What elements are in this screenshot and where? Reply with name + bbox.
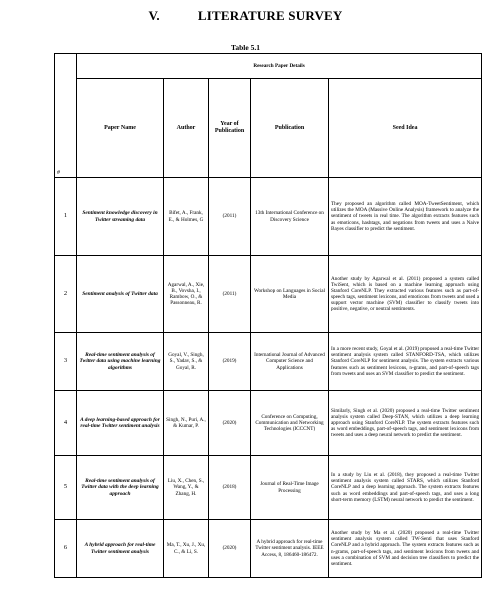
table-row <box>55 520 482 578</box>
table-title: Research Paper Details <box>77 54 482 79</box>
paper-author: Goyal, V., Singh, S., Yadav, S., & Goyal, R. <box>164 333 209 391</box>
paper-seed-idea: Another study by Agarwal et al. (2011) proposed a system called TwiSent, which is based on a machine learning approach using Stanford CoreNLP. They extracted various features such as part-of-speech tags, sentiment lexicons, and emoticons from tweets and used a support vector machine (SVM) classifier to classify tweets into positive, negative, or neutral sentiments. <box>329 256 482 333</box>
paper-seed-idea: Similarly, Singh et al. (2020) proposed a real-time Twitter sentiment analysis system called Deep-STAN, which utilizes a deep learning approach using Stanford CoreNLP. The system extracts features such as word embeddings, part-of-speech tags, and sentiment lexicons from tweets and uses a deep neural network to predict the sentiment. <box>329 391 482 456</box>
paper-year: (2019) <box>209 333 251 391</box>
table-row <box>55 256 482 333</box>
paper-author: Liu, X., Chen, S., Wang, Y., & Zhang, H. <box>164 456 209 520</box>
paper-year: (2018) <box>209 456 251 520</box>
row-index: 5 <box>55 456 77 520</box>
paper-year: (2011) <box>209 178 251 256</box>
index-header: # <box>55 54 77 178</box>
column-header-year: Year of Publication <box>209 79 251 178</box>
row-index: 1 <box>55 178 77 256</box>
paper-publication: Journal of Real-Time Image Processing <box>251 456 329 520</box>
paper-seed-idea: Another study by Ma et al. (2020) proposed a real-time Twitter sentiment analysis system called TW-Senti that uses Stanford CoreNLP and a hybrid approach. The system extracts features such as n-grams, part-of-speech tags, and sentiment lexicons from tweets and uses a combination of SVM and decision tree classifiers to predict the sentiment. <box>329 520 482 578</box>
section-heading <box>0 8 491 24</box>
row-index: 3 <box>55 333 77 391</box>
paper-publication: International Journal of Advanced Computer Science and Applications <box>251 333 329 391</box>
paper-name: Real-time sentiment analysis of Twitter data using machine learning algorithms <box>77 333 164 391</box>
paper-name: Sentiment analysis of Twitter data <box>77 256 164 333</box>
table-row <box>55 456 482 520</box>
table-row <box>55 178 482 256</box>
paper-name: A hybrid approach for real-time Twitter sentiment analysis <box>77 520 164 578</box>
paper-author: Bifet, A., Frank, E., & Holmes, G <box>164 178 209 256</box>
column-header-publication: Publication <box>251 79 329 178</box>
paper-name: Sentiment knowledge discovery in Twitter streaming data <box>77 178 164 256</box>
paper-year: (2020) <box>209 391 251 456</box>
paper-name: Real-time sentiment analysis of Twitter data with the deep learning approach <box>77 456 164 520</box>
section-title: LITERATURE SURVEY <box>197 8 343 23</box>
paper-year: (2020) <box>209 520 251 578</box>
paper-author: Singh, N., Puri, A., & Kumar, P. <box>164 391 209 456</box>
paper-year: (2011) <box>209 256 251 333</box>
paper-publication: Conference on Computing, Communication and Networking Technologies (ICCCNT) <box>251 391 329 456</box>
section-number: V. <box>148 8 160 23</box>
row-index: 4 <box>55 391 77 456</box>
research-paper-table <box>54 53 482 578</box>
column-header-seed-idea: Seed Idea <box>329 79 482 178</box>
paper-seed-idea: In a more recent study, Goyal et al. (2019) proposed a real-time Twitter sentiment analysis system called STANFORD-TSA, which utilizes Stanford CoreNLP for sentiment analysis. The system extracts various features such as sentiment lexicons, n-grams, and part-of-speech tags from tweets and uses an SVM classifier to predict the sentiment. <box>329 333 482 391</box>
row-index: 6 <box>55 520 77 578</box>
paper-publication: A hybrid approach for real-time Twitter sentiment analysis. IEEE Access, 8, 186460-186472. <box>251 520 329 578</box>
table-row <box>55 333 482 391</box>
paper-author: Ma, T., Xu, J., Xu, C., & Li, S. <box>164 520 209 578</box>
paper-publication: Workshop on Languages in Social Media <box>251 256 329 333</box>
paper-author: Agarwal, A., Xie, B., Vovsha, I., Rambow, O., & Passonneau, R. <box>164 256 209 333</box>
column-header-author: Author <box>164 79 209 178</box>
paper-name: A deep learning-based approach for real-time Twitter sentiment analysis <box>77 391 164 456</box>
table-caption: Table 5.1 <box>231 43 260 52</box>
table-row <box>55 391 482 456</box>
paper-seed-idea: In a study by Liu et al. (2018), they proposed a real-time Twitter sentiment analysis system called STARS, which utilizes Stanford CoreNLP and a deep learning approach. The system extracts features such as word embeddings and part-of-speech tags, and uses a long short-term memory (LSTM) neural network to predict the sentiment. <box>329 456 482 520</box>
column-header-paper-name: Paper Name <box>77 79 164 178</box>
paper-seed-idea: They proposed an algorithm called MOA-TweetSentiment, which utilizes the MOA (Massive Online Analysis) framework to analyze the sentiment of tweets in real time. The algorithm extracts features such as emoticons, hashtags, and negations from tweets and uses a Naive Bayes classifier to predict the sentiment. <box>329 178 482 256</box>
paper-publication: 13th International Conference on Discovery Science <box>251 178 329 256</box>
row-index: 2 <box>55 256 77 333</box>
